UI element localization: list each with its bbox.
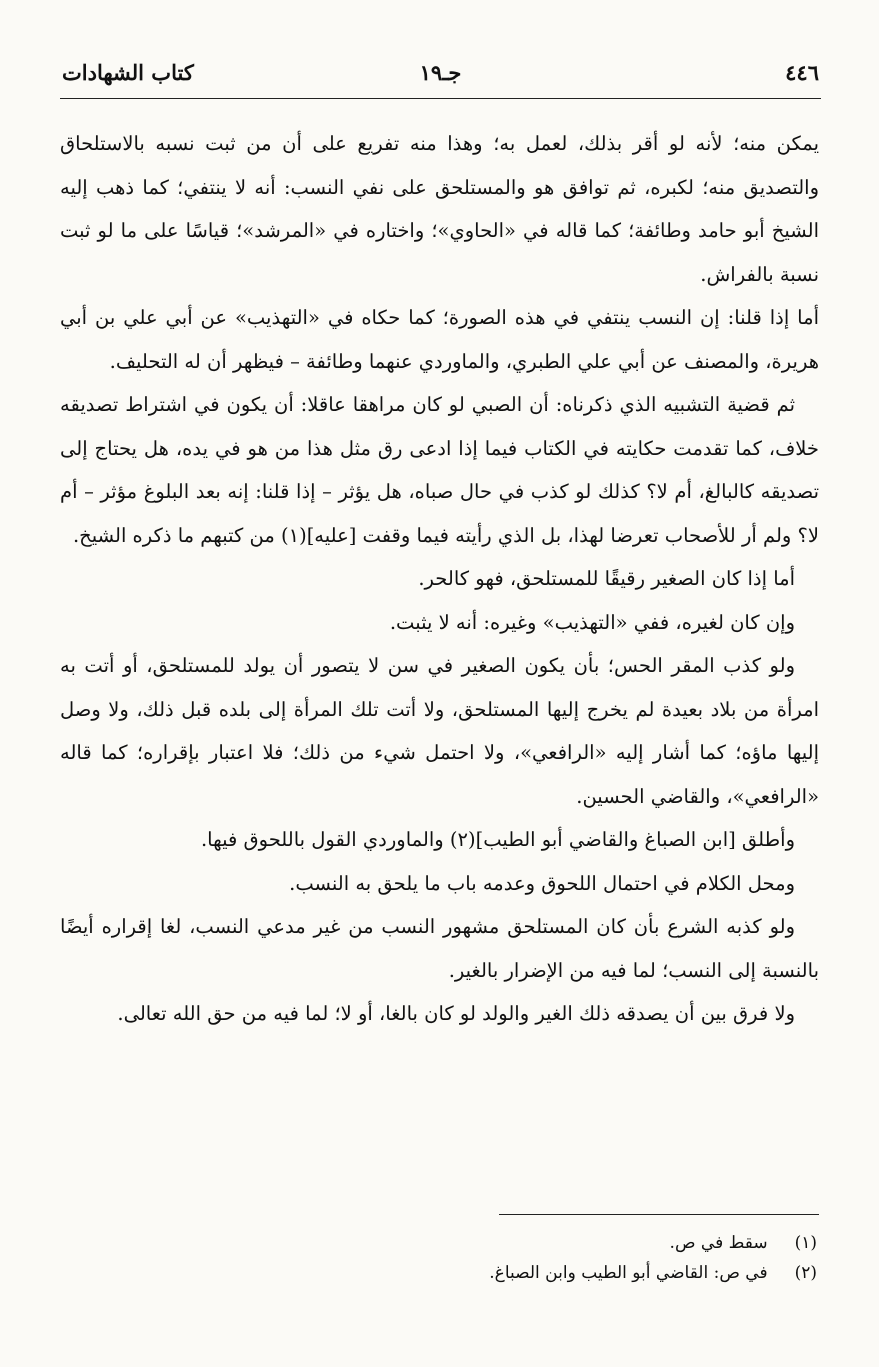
- footnote-text: سقط في ص.: [669, 1233, 768, 1253]
- footnote-2: [60, 1258, 817, 1288]
- paragraph-10: ولا فرق بين أن يصدقه ذلك الغير والولد لو كان بالغا، أو لا؛ لما فيه من حق الله تعالى.: [117, 1002, 795, 1025]
- page-header: [60, 58, 821, 99]
- volume-label: جـ١٩: [419, 60, 462, 85]
- paragraph-4: أما إذا كان الصغير رقيقًا للمستلحق، فهو كالحر.: [418, 567, 795, 590]
- page-body: [60, 122, 819, 1036]
- book-title: كتاب الشهادات: [62, 60, 194, 85]
- page-number: ٤٤٦: [785, 60, 819, 85]
- paragraph-6: ولو كذب المقر الحس؛ بأن يكون الصغير في سن لا يتصور أن يولد للمستلحق، أو أتت به امرأة من بلاد بعيدة لم يخرج إليها المستلحق، ولا أتت تلك المرأة إلى بلده قبل ذلك، ولا وصل إليها ماؤه؛ كما أشار إليه «الرافعي»، ولا احتمل شيء من ذلك؛ فلا اعتبار بإقراره؛ كما قاله «الرافعي»، والقاضي الحسين.: [60, 654, 819, 808]
- footnote-divider: [499, 1214, 819, 1215]
- paragraph-1: يمكن منه؛ لأنه لو أقر بذلك، لعمل به؛ وهذا منه تفريع على أن من ثبت نسبه بالاستلحاق والتصديق منه؛ لكبره، ثم توافق هو والمستلحق على نفي النسب: أنه لا ينتفي؛ كما ذهب إليه الشيخ أبو حامد وطائفة؛ كما قاله في «الحاوي»؛ واختاره في «المرشد»؛ قياسًا على ما لو ثبت نسبة بالفراش.: [60, 132, 819, 286]
- footnote-number: (٢): [794, 1263, 817, 1283]
- paragraph-9: ولو كذبه الشرع بأن كان المستلحق مشهور النسب من غير مدعي النسب، لغا إقراره أيضًا بالنسبة إلى النسب؛ لما فيه من الإضرار بالغير.: [60, 915, 819, 982]
- footnote-text: في ص: القاضي أبو الطيب وابن الصباغ.: [489, 1263, 768, 1283]
- paragraph-3: ثم قضية التشبيه الذي ذكرناه: أن الصبي لو كان مراهقا عاقلا: أن يكون في اشتراط تصديقه خلاف، كما تقدمت حكايته في الكتاب فيما إذا ادعى رق مثل هذا من هو في يده، هل يحتاج إلى تصديقه كالبالغ، أم لا؟ كذلك لو كذب في حال صباه، هل يؤثر – إذا قلنا: إنه بعد البلوغ مؤثر – أم لا؟ ولم أر للأصحاب تعرضا لهذا، بل الذي رأيته فيما وقفت [عليه](١) من كتبهم ما ذكره الشيخ.: [60, 393, 819, 547]
- paragraph-2: أما إذا قلنا: إن النسب ينتفي في هذه الصورة؛ كما حكاه في «التهذيب» عن أبي علي بن أبي هريرة، والمصنف عن أبي علي الطبري، والماوردي عنهما وطائفة – فيظهر أن له التحليف.: [60, 306, 819, 373]
- paragraph-5: وإن كان لغيره، ففي «التهذيب» وغيره: أنه لا يثبت.: [389, 610, 795, 634]
- paragraph-8: ومحل الكلام في احتمال اللحوق وعدمه باب ما يلحق به النسب.: [289, 871, 795, 895]
- footnotes: [60, 1228, 817, 1288]
- paragraph-7: وأطلق [ابن الصباغ والقاضي أبو الطيب](٢) والماوردي القول باللحوق فيها.: [200, 828, 795, 851]
- footnote-number: (١): [794, 1233, 817, 1253]
- footnote-1: [60, 1228, 817, 1258]
